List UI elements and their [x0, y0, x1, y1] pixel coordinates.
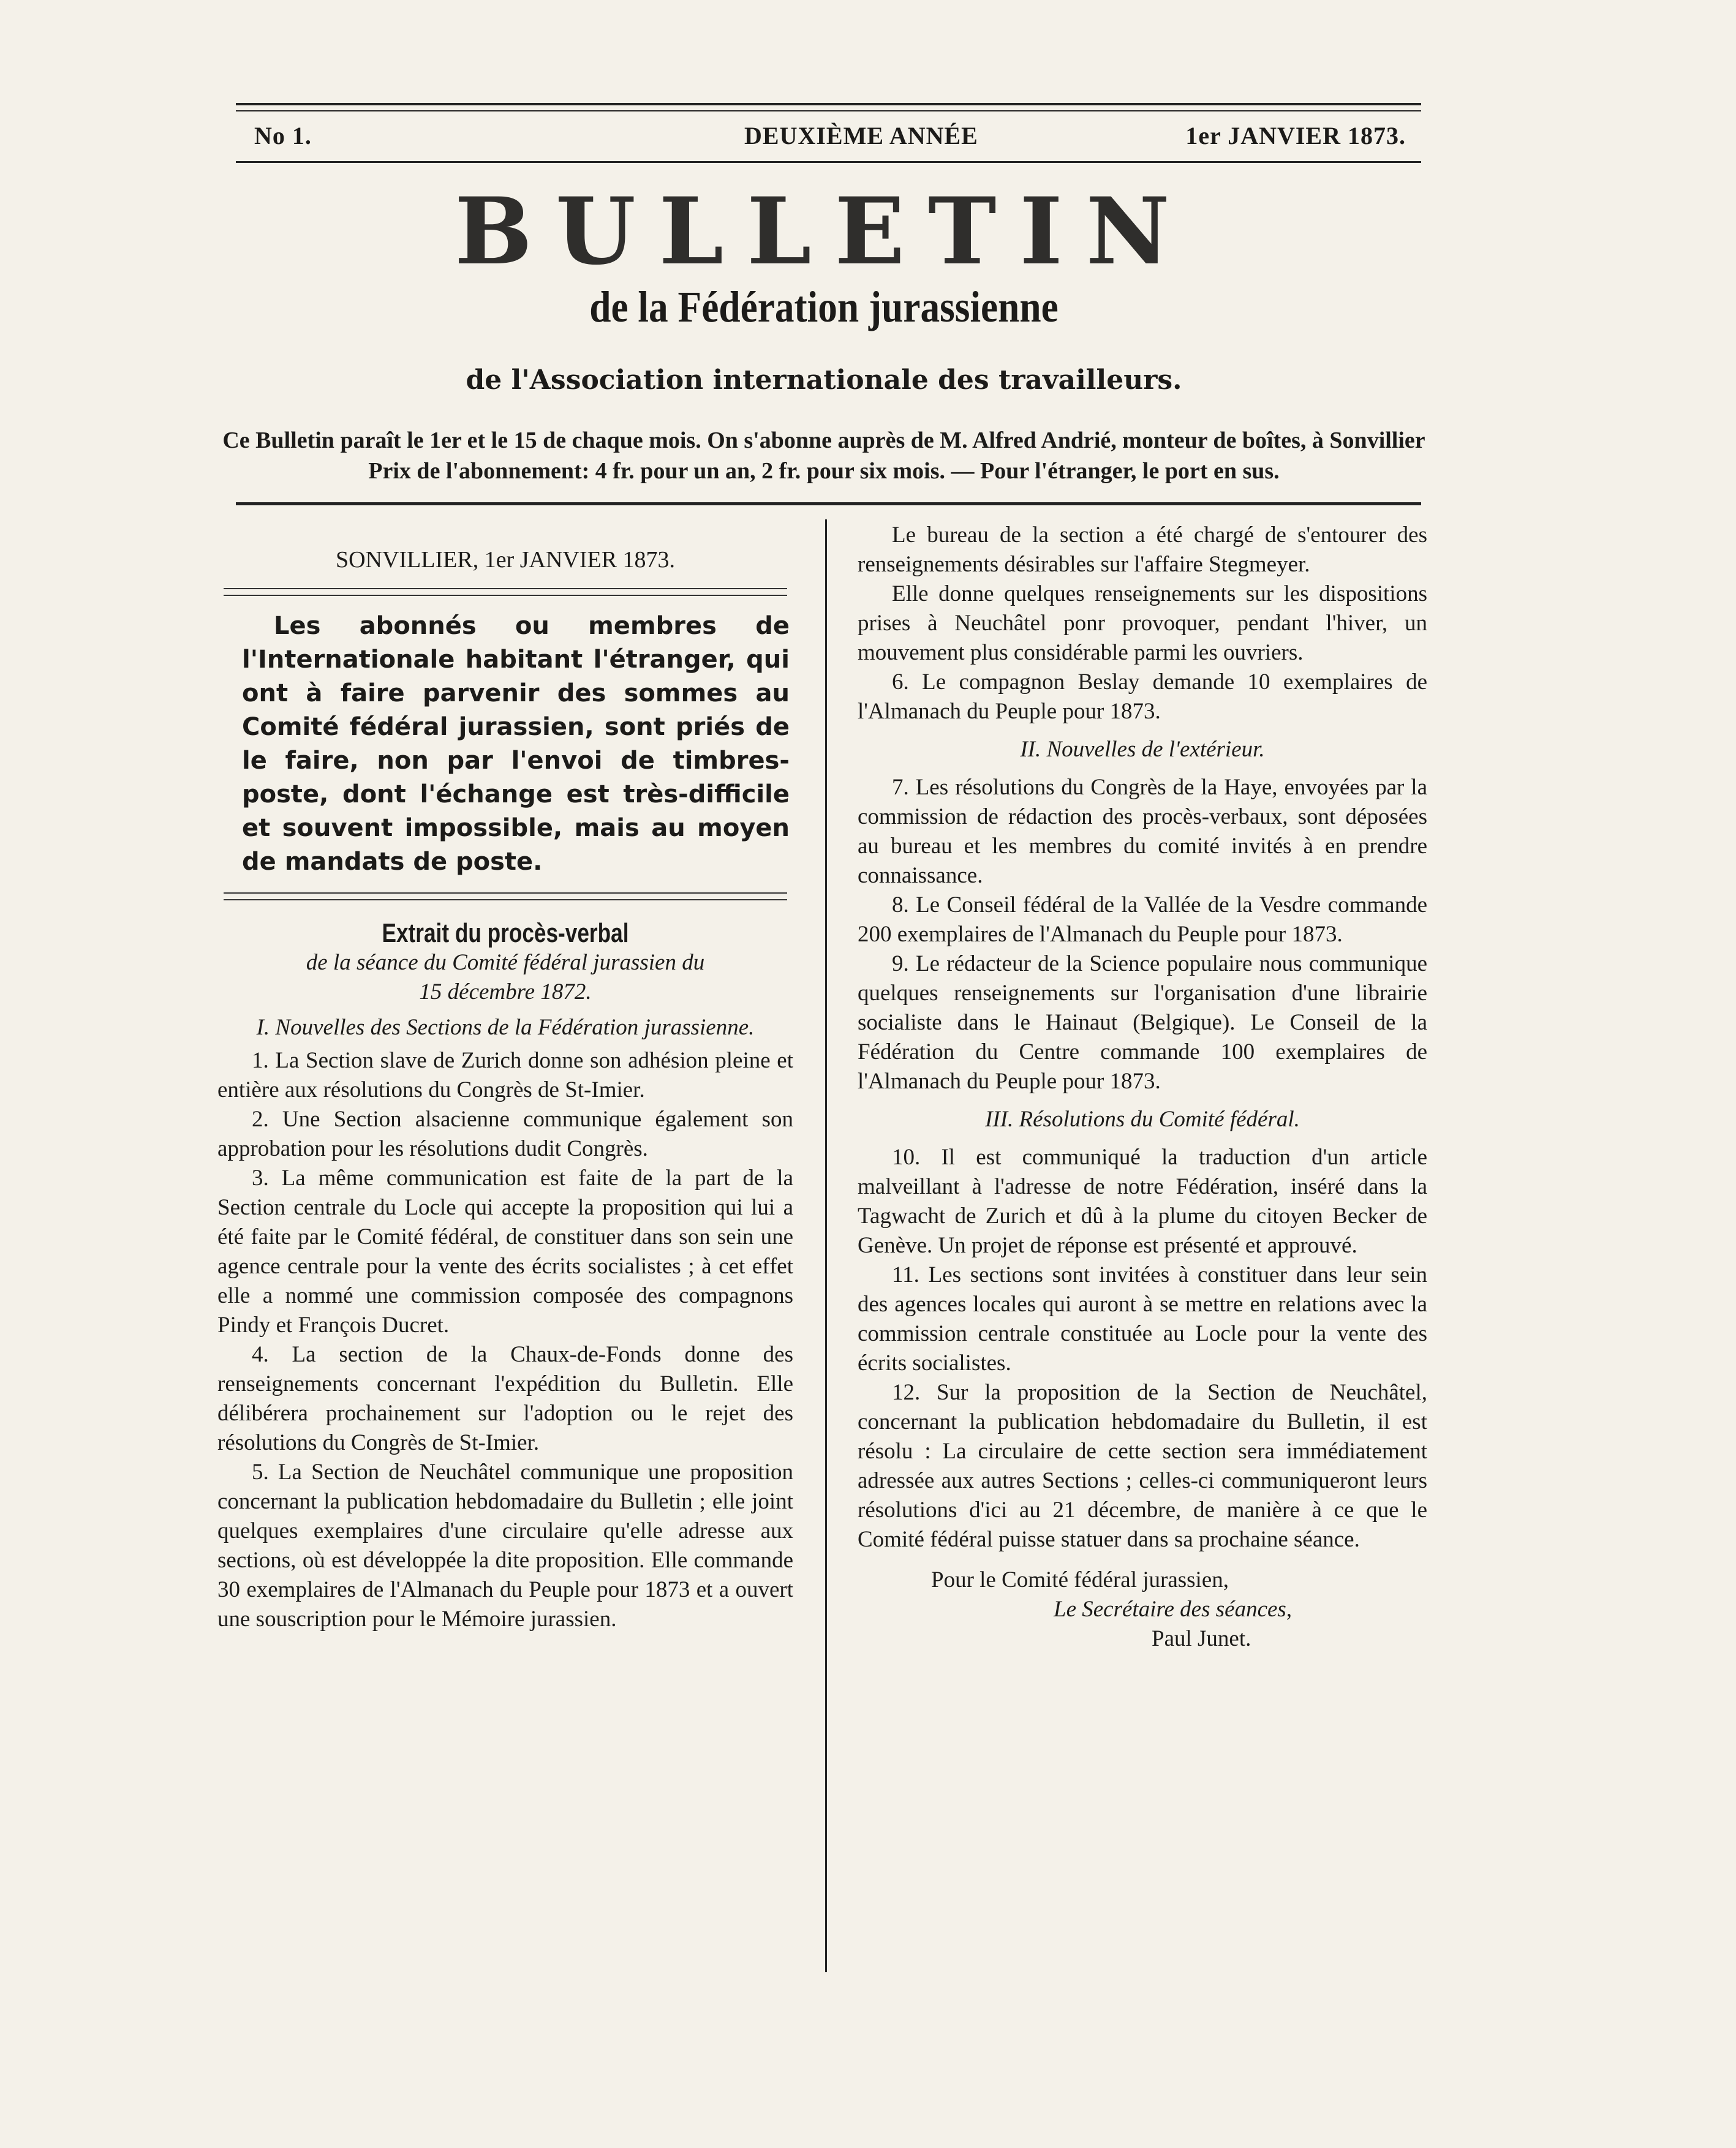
paragraph: 4. La section de la Chaux-de-Fonds donne des renseignements concernant l'expédition du Bulletin. Elle délibérera prochainement sur l'adoption ou le rejet des résolutions du Congrès de St-Imier. — [217, 1342, 793, 1455]
paragraph: Elle donne quelques renseignements sur les dispositions prises à Neuchâtel ponr provoquer, pendant l'hiver, un mouvement plus considérable parmi les ouvriers. — [858, 581, 1427, 665]
signature-line-1: Pour le Comité fédéral jurassien, — [931, 1567, 1229, 1592]
signature-line-2: Le Secrétaire des séances, — [1054, 1597, 1293, 1622]
section-heading-3: III. Résolutions du Comité fédéral. — [985, 1107, 1300, 1132]
subscription-info: Ce Bulletin paraît le 1er et le 15 de chaque mois. On s'abonne auprès de M. Alfred Andrié, monteur de boîtes, à Sonvillier — [222, 428, 1425, 453]
subscription-price: Prix de l'abonnement: 4 fr. pour un an, 2 fr. pour six mois. — Pour l'étranger, le port en sus. — [368, 458, 1280, 484]
paragraph: 9. Le rédacteur de la Science populaire nous communique quelques renseignements sur l'organisation d'une librairie socialiste dans le Hainaut (Belgique). Le Conseil de la Fédération du Centre commande 100 exemplaires de l'Almanach du Peuple pour 1873. — [858, 951, 1427, 1094]
section-heading-2: II. Nouvelles de l'extérieur. — [1020, 737, 1265, 762]
column-divider — [825, 519, 827, 1972]
paragraph: 6. Le compagnon Beslay demande 10 exemplaires de l'Almanach du Peuple pour 1873. — [858, 669, 1427, 724]
double-rule — [224, 892, 787, 900]
paragraph: 7. Les résolutions du Congrès de la Haye, envoyées par la commission de rédaction des procès-verbaux, sont déposées au bureau et les membres du comité invités à en prendre connaissance. — [858, 775, 1427, 888]
article-subtitle: de la séance du Comité fédéral jurassien du — [306, 950, 705, 975]
masthead-row — [254, 121, 1406, 158]
newspaper-page — [217, 98, 1430, 1935]
paragraph: 1. La Section slave de Zurich donne son adhésion pleine et entière aux résolutions du Congrès de St-Imier. — [217, 1048, 793, 1102]
masthead-rule-bottom — [236, 161, 1421, 163]
paragraph: 10. Il est communiqué la traduction d'un article malveillant à l'adresse de notre Fédération, inséré dans la Tagwacht de Zurich et dû à la plume du citoyen Becker de Genève. Un projet de réponse est présenté et approuvé. — [858, 1145, 1427, 1258]
year-label: DEUXIÈME ANNÉE — [744, 122, 978, 149]
newspaper-subtitle-association: de l'Association internationale des travailleurs. — [466, 364, 1182, 396]
paragraph: 2. Une Section alsacienne communique également son approbation pour les résolutions dudit Congrès. — [217, 1107, 793, 1161]
section-heading-1: I. Nouvelles des Sections de la Fédération jurassienne. — [256, 1015, 755, 1040]
masthead-rule-top-thin — [236, 110, 1421, 111]
article-title: Extrait du procès-verbal — [382, 918, 629, 948]
article-date: 15 décembre 1872. — [419, 979, 592, 1004]
issue-date: 1er JANVIER 1873. — [1185, 122, 1406, 149]
subscriber-notice: Les abonnés ou membres de l'Internationale habitant l'étranger, qui ont à faire parvenir des sommes au Comité fédéral jurassien, sont priés de le faire, non par l'envoi de timbres-poste, dont l'échange est très-difficile et souvent impossible, mais au moyen de mandats de poste. — [242, 612, 790, 876]
paragraph: 3. La même communication est faite de la part de la Section centrale du Locle qui accepte la proposition qui lui a été faite par le Comité fédéral, de constituer dans son sein une agence centrale pour la vente des écrits socialistes ; à cet effet elle a nommé une commission composée des compagnons Pindy et François Ducret. — [217, 1166, 793, 1338]
paragraph: 12. Sur la proposition de la Section de Neuchâtel, concernant la publication hebdomadaire du Bulletin, il est résolu : La circulaire de cette section sera immédiatement adressée aux autres Sections ; celles-ci communiqueront leurs résolutions d'ici au 21 décembre, de manière à ce que le Comité fédéral puisse statuer dans sa prochaine séance. — [858, 1380, 1427, 1552]
paragraph: 8. Le Conseil fédéral de la Vallée de la Vesdre commande 200 exemplaires de l'Almanach du Peuple pour 1873. — [858, 892, 1427, 947]
newspaper-title: BULLETIN — [455, 178, 1193, 285]
double-rule — [224, 588, 787, 596]
newspaper-subtitle: de la Fédération jurassienne — [589, 282, 1059, 331]
issue-number: No 1. — [254, 122, 312, 149]
left-column — [217, 539, 793, 1634]
right-column — [858, 521, 1427, 1654]
paragraph: 11. Les sections sont invitées à constituer dans leur sein des agences locales qui auront à se mettre en relations avec la commission centrale constituée au Locle pour la vente des écrits socialistes. — [858, 1262, 1427, 1376]
masthead-rule-top — [236, 103, 1421, 105]
paragraph: 5. La Section de Neuchâtel communique une proposition concernant la publication hebdomadaire du Bulletin ; elle joint quelques exemplaires d'une circulaire qu'elle adresse aux sections, où est développée la dite proposition. Elle commande 30 exemplaires de l'Almanach du Peuple pour 1873 et a ouvert une souscription pour le Mémoire jurassien. — [217, 1460, 793, 1632]
signature-name: Paul Junet. — [1152, 1626, 1251, 1651]
header-rule — [236, 502, 1421, 505]
dateline: SONVILLIER, 1er JANVIER 1873. — [335, 547, 676, 573]
paragraph: Le bureau de la section a été chargé de s'entourer des renseignements désirables sur l'affaire Stegmeyer. — [858, 522, 1427, 577]
